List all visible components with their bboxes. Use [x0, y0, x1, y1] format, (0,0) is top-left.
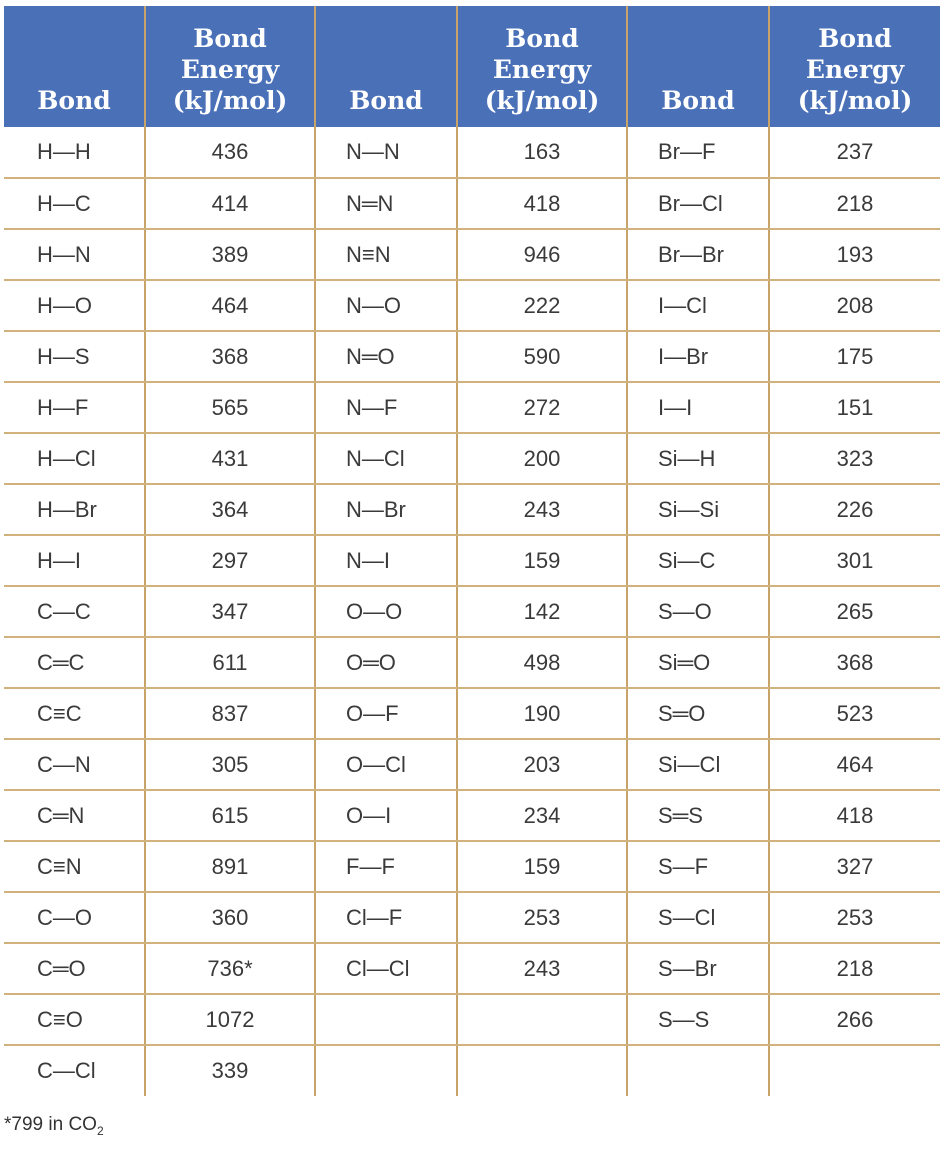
- energy-column-header: Bond Energy (kJ/mol): [457, 6, 627, 127]
- energy-cell: 226: [769, 484, 940, 535]
- bond-cell: Si—Cl: [627, 739, 769, 790]
- table-row: [4, 1045, 940, 1096]
- bond-cell: C—C: [4, 586, 145, 637]
- table-row: [4, 994, 940, 1045]
- energy-cell: 364: [145, 484, 315, 535]
- energy-cell: 360: [145, 892, 315, 943]
- bond-cell: C═N: [4, 790, 145, 841]
- bond-cell: C—N: [4, 739, 145, 790]
- energy-cell: 305: [145, 739, 315, 790]
- bond-cell: Si═O: [627, 637, 769, 688]
- energy-cell: [769, 1045, 940, 1096]
- table-row: [4, 382, 940, 433]
- bond-cell: [315, 1045, 457, 1096]
- bond-cell: I—I: [627, 382, 769, 433]
- energy-cell: [457, 994, 627, 1045]
- table-row: [4, 841, 940, 892]
- energy-cell: 193: [769, 229, 940, 280]
- bond-cell: O—O: [315, 586, 457, 637]
- bond-cell: Br—Cl: [627, 178, 769, 229]
- bond-cell: Si—C: [627, 535, 769, 586]
- footnote-subscript: 2: [96, 1123, 104, 1138]
- energy-cell: 498: [457, 637, 627, 688]
- energy-cell: 301: [769, 535, 940, 586]
- bond-cell: O—Cl: [315, 739, 457, 790]
- energy-cell: 736*: [145, 943, 315, 994]
- bond-cell: C—O: [4, 892, 145, 943]
- bond-column-header: Bond: [4, 6, 145, 127]
- bond-cell: N—Br: [315, 484, 457, 535]
- bond-column-header: Bond: [627, 6, 769, 127]
- bond-cell: S—O: [627, 586, 769, 637]
- energy-cell: 523: [769, 688, 940, 739]
- bond-cell: O═O: [315, 637, 457, 688]
- bond-cell: H—N: [4, 229, 145, 280]
- energy-cell: 243: [457, 484, 627, 535]
- energy-cell: 431: [145, 433, 315, 484]
- table-row: [4, 943, 940, 994]
- table-row: [4, 688, 940, 739]
- energy-cell: 464: [769, 739, 940, 790]
- bond-cell: H—O: [4, 280, 145, 331]
- energy-cell: 142: [457, 586, 627, 637]
- table-row: [4, 790, 940, 841]
- table-row: [4, 433, 940, 484]
- energy-cell: 590: [457, 331, 627, 382]
- bond-cell: Cl—Cl: [315, 943, 457, 994]
- bond-cell: S—F: [627, 841, 769, 892]
- energy-cell: [457, 1045, 627, 1096]
- table-row: [4, 229, 940, 280]
- bond-cell: S—Br: [627, 943, 769, 994]
- bond-cell: S—S: [627, 994, 769, 1045]
- table-row: [4, 586, 940, 637]
- table-row: [4, 892, 940, 943]
- bond-cell: C≡O: [4, 994, 145, 1045]
- energy-cell: 837: [145, 688, 315, 739]
- bond-cell: F—F: [315, 841, 457, 892]
- table-row: [4, 280, 940, 331]
- bond-cell: Si—Si: [627, 484, 769, 535]
- bond-cell: S—Cl: [627, 892, 769, 943]
- energy-cell: 243: [457, 943, 627, 994]
- energy-cell: 368: [145, 331, 315, 382]
- bond-cell: N—Cl: [315, 433, 457, 484]
- energy-cell: 237: [769, 127, 940, 178]
- bond-cell: Si—H: [627, 433, 769, 484]
- footnote: [4, 1114, 104, 1138]
- energy-cell: 565: [145, 382, 315, 433]
- energy-cell: 208: [769, 280, 940, 331]
- bond-cell: N≡N: [315, 229, 457, 280]
- energy-cell: 265: [769, 586, 940, 637]
- bond-cell: N═N: [315, 178, 457, 229]
- bond-cell: Cl—F: [315, 892, 457, 943]
- bond-cell: H—C: [4, 178, 145, 229]
- energy-cell: 368: [769, 637, 940, 688]
- bond-cell: N—F: [315, 382, 457, 433]
- energy-cell: 163: [457, 127, 627, 178]
- bond-cell: H—S: [4, 331, 145, 382]
- bond-cell: Br—Br: [627, 229, 769, 280]
- energy-cell: 615: [145, 790, 315, 841]
- energy-cell: 389: [145, 229, 315, 280]
- energy-cell: 190: [457, 688, 627, 739]
- energy-cell: 464: [145, 280, 315, 331]
- energy-cell: 151: [769, 382, 940, 433]
- bond-cell: S═O: [627, 688, 769, 739]
- energy-cell: 266: [769, 994, 940, 1045]
- bond-cell: C≡N: [4, 841, 145, 892]
- energy-cell: 203: [457, 739, 627, 790]
- bond-cell: I—Cl: [627, 280, 769, 331]
- bond-cell: N—N: [315, 127, 457, 178]
- bond-cell: C≡C: [4, 688, 145, 739]
- table-row: [4, 127, 940, 178]
- energy-cell: 418: [769, 790, 940, 841]
- bond-cell: C═C: [4, 637, 145, 688]
- energy-cell: 159: [457, 535, 627, 586]
- energy-column-header: Bond Energy (kJ/mol): [769, 6, 940, 127]
- table-row: [4, 484, 940, 535]
- bond-cell: H—Br: [4, 484, 145, 535]
- energy-cell: 414: [145, 178, 315, 229]
- energy-cell: 327: [769, 841, 940, 892]
- energy-cell: 272: [457, 382, 627, 433]
- table-row: [4, 535, 940, 586]
- energy-cell: 418: [457, 178, 627, 229]
- bond-cell: H—H: [4, 127, 145, 178]
- header-row: [4, 6, 940, 127]
- energy-column-header: Bond Energy (kJ/mol): [145, 6, 315, 127]
- bond-cell: C—Cl: [4, 1045, 145, 1096]
- energy-cell: 222: [457, 280, 627, 331]
- energy-cell: 1072: [145, 994, 315, 1045]
- footnote-text: *799 in CO: [4, 1114, 97, 1135]
- bond-cell: S═S: [627, 790, 769, 841]
- bond-cell: I—Br: [627, 331, 769, 382]
- energy-cell: 436: [145, 127, 315, 178]
- bond-cell: N—I: [315, 535, 457, 586]
- energy-cell: 323: [769, 433, 940, 484]
- table-row: [4, 739, 940, 790]
- bond-cell: O—F: [315, 688, 457, 739]
- energy-cell: 347: [145, 586, 315, 637]
- energy-cell: 946: [457, 229, 627, 280]
- energy-cell: 175: [769, 331, 940, 382]
- energy-cell: 611: [145, 637, 315, 688]
- bond-cell: H—Cl: [4, 433, 145, 484]
- energy-cell: 297: [145, 535, 315, 586]
- bond-cell: H—F: [4, 382, 145, 433]
- bond-cell: Br—F: [627, 127, 769, 178]
- bond-cell: [315, 994, 457, 1045]
- energy-cell: 159: [457, 841, 627, 892]
- energy-cell: 200: [457, 433, 627, 484]
- energy-cell: 253: [769, 892, 940, 943]
- bond-cell: N═O: [315, 331, 457, 382]
- energy-cell: 339: [145, 1045, 315, 1096]
- bond-cell: O—I: [315, 790, 457, 841]
- bond-column-header: Bond: [315, 6, 457, 127]
- energy-cell: 891: [145, 841, 315, 892]
- bond-energy-table: [4, 6, 940, 1096]
- energy-cell: 253: [457, 892, 627, 943]
- energy-cell: 234: [457, 790, 627, 841]
- table-row: [4, 331, 940, 382]
- table-row: [4, 178, 940, 229]
- bond-cell: N—O: [315, 280, 457, 331]
- energy-cell: 218: [769, 178, 940, 229]
- bond-cell: C═O: [4, 943, 145, 994]
- bond-cell: [627, 1045, 769, 1096]
- energy-cell: 218: [769, 943, 940, 994]
- table-row: [4, 637, 940, 688]
- bond-cell: H—I: [4, 535, 145, 586]
